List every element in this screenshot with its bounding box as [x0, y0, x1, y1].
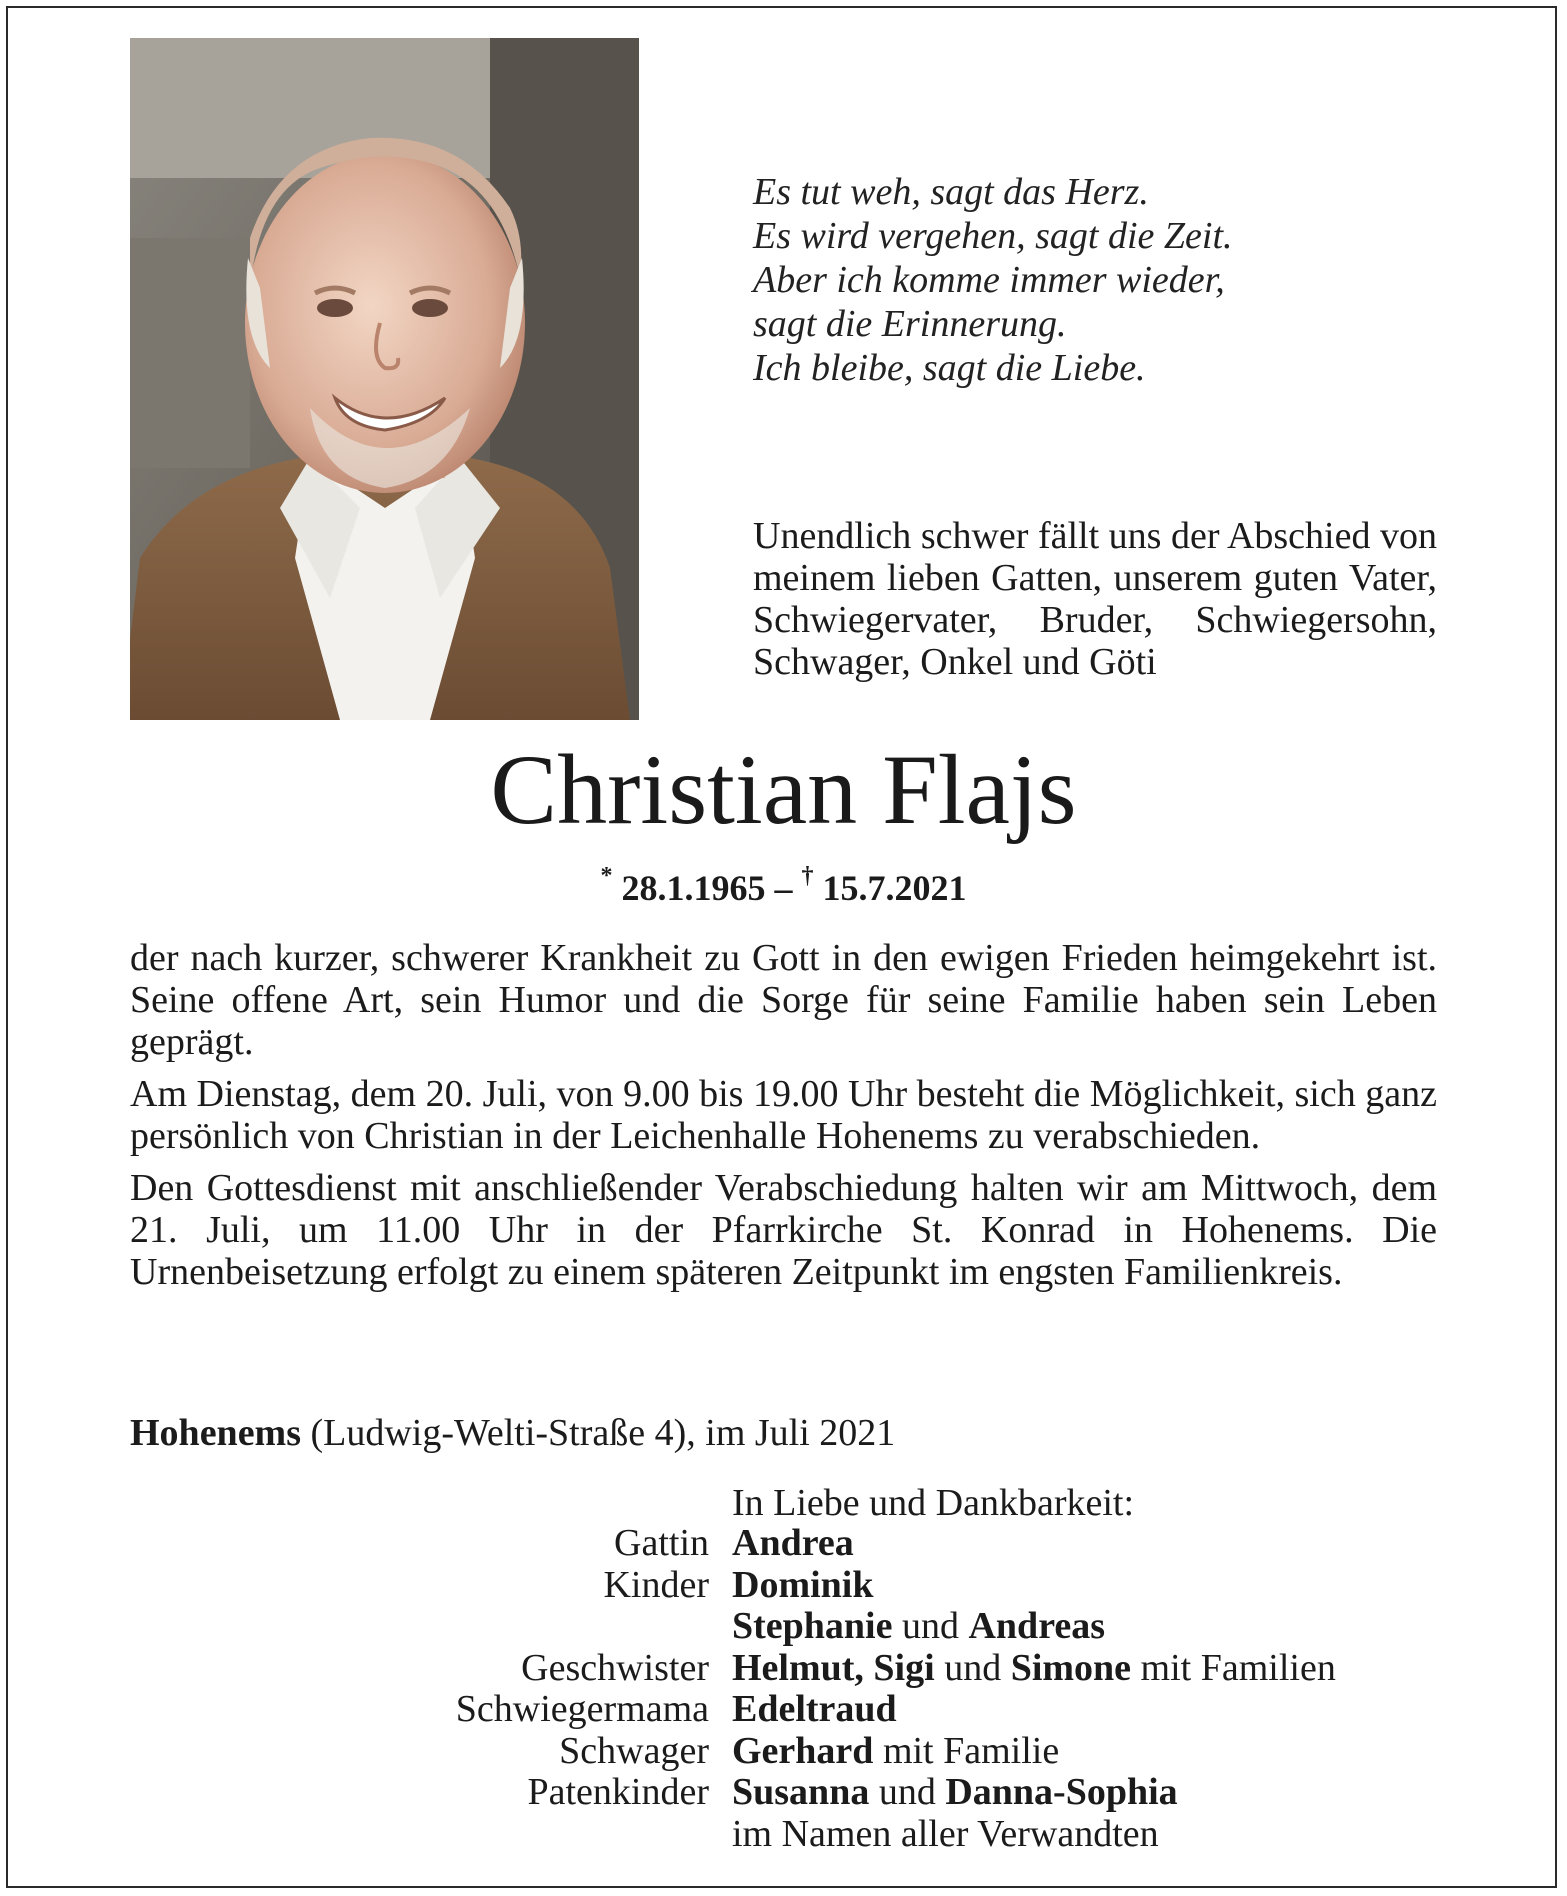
signature-intro: In Liebe und Dankbarkeit: — [732, 1482, 1135, 1524]
death-symbol: † — [801, 863, 814, 889]
family-relation-label: Geschwister — [521, 1646, 709, 1689]
family-member-name: Susanna — [732, 1771, 870, 1813]
death-date: 15.7.2021 — [822, 868, 967, 908]
family-connector-text: im Namen aller Verwandten — [732, 1812, 1159, 1855]
family-connector-text: und — [934, 1646, 1011, 1689]
date-separator: – — [774, 868, 793, 908]
family-row — [0, 1731, 1567, 1773]
family-relation-label: Patenkinder — [527, 1771, 709, 1813]
portrait-photo — [130, 38, 639, 720]
obituary-body — [130, 937, 1437, 1303]
poem-line: Es tut weh, sagt das Herz. — [753, 171, 1149, 213]
family-names — [732, 1689, 897, 1731]
family-names — [732, 1606, 1105, 1648]
family-relation-label: Schwager — [559, 1729, 709, 1772]
family-connector-text: mit Familie — [873, 1729, 1060, 1772]
family-relation-label: Gattin — [614, 1522, 709, 1564]
place-and-date — [130, 1411, 895, 1455]
family-relation-label: Schwiegermama — [455, 1688, 709, 1730]
place-rest: (Ludwig-Welti-Straße 4), im Juli 2021 — [301, 1412, 896, 1454]
family-row — [0, 1689, 1567, 1731]
poem-line: sagt die Erinnerung. — [753, 303, 1067, 345]
family-row — [0, 1648, 1567, 1690]
family-row — [0, 1565, 1567, 1607]
family-member-name: Danna-Sophia — [945, 1771, 1178, 1813]
family-member-name: Gerhard — [732, 1729, 874, 1772]
family-member-name: Helmut, Sigi — [732, 1646, 935, 1689]
family-member-name: Dominik — [732, 1563, 874, 1606]
family-relation-label: Kinder — [603, 1563, 709, 1606]
birth-date: 28.1.1965 — [621, 868, 766, 908]
family-member-name: Stephanie — [732, 1605, 893, 1647]
poem-line: Ich bleibe, sagt die Liebe. — [753, 347, 1146, 389]
family-list — [0, 1523, 1567, 1855]
family-names — [732, 1772, 1178, 1814]
birth-symbol: * — [600, 863, 613, 889]
body-paragraph: der nach kurzer, schwerer Krankheit zu Gott in den ewigen Frieden heimgekehrt ist. Seine offene Art, sein Humor und die Sorge für seine Familie haben sein Leben geprägt. — [130, 937, 1437, 1063]
life-dates — [0, 858, 1567, 910]
family-connector-text: mit Familien — [1131, 1646, 1336, 1689]
family-row — [0, 1772, 1567, 1814]
family-member-name: Andrea — [732, 1522, 854, 1564]
deceased-name: Christian Flajs — [490, 734, 1077, 845]
poem-line: Aber ich komme immer wieder, — [753, 259, 1225, 301]
family-member-name: Andreas — [968, 1605, 1106, 1647]
poem-line: Es wird vergehen, sagt die Zeit. — [753, 215, 1233, 257]
family-names — [732, 1523, 854, 1565]
family-connector-text: und — [869, 1771, 946, 1813]
family-names — [732, 1731, 1059, 1773]
family-row — [0, 1606, 1567, 1648]
family-names — [732, 1648, 1336, 1690]
family-row — [0, 1523, 1567, 1565]
family-names — [732, 1814, 1159, 1856]
family-row — [0, 1814, 1567, 1856]
family-member-name: Edeltraud — [732, 1688, 897, 1730]
family-connector-text: und — [892, 1605, 969, 1647]
intro-text: Unendlich schwer fällt uns der Abschied von meinem lieben Gatten, unserem guten Vater, Schwiegervater, Bruder, Schwiegersohn, Schwager, Onkel und Göti — [753, 515, 1437, 683]
body-paragraph: Den Gottesdienst mit anschließender Verabschiedung halten wir am Mittwoch, dem 21. Juli, um 11.00 Uhr in der Pfarrkirche St. Konrad in Hohenems. Die Urnenbeisetzung erfolgt zu einem späteren Zeitpunkt im engsten Familienkreis. — [130, 1167, 1437, 1293]
family-names — [732, 1565, 873, 1607]
place-city: Hohenems — [130, 1412, 301, 1454]
family-member-name: Simone — [1010, 1646, 1132, 1689]
poem — [753, 170, 1233, 390]
body-paragraph: Am Dienstag, dem 20. Juli, von 9.00 bis 19.00 Uhr besteht die Möglichkeit, sich ganz persönlich von Christian in der Leichenhalle Hohenems zu verabschieden. — [130, 1073, 1437, 1157]
